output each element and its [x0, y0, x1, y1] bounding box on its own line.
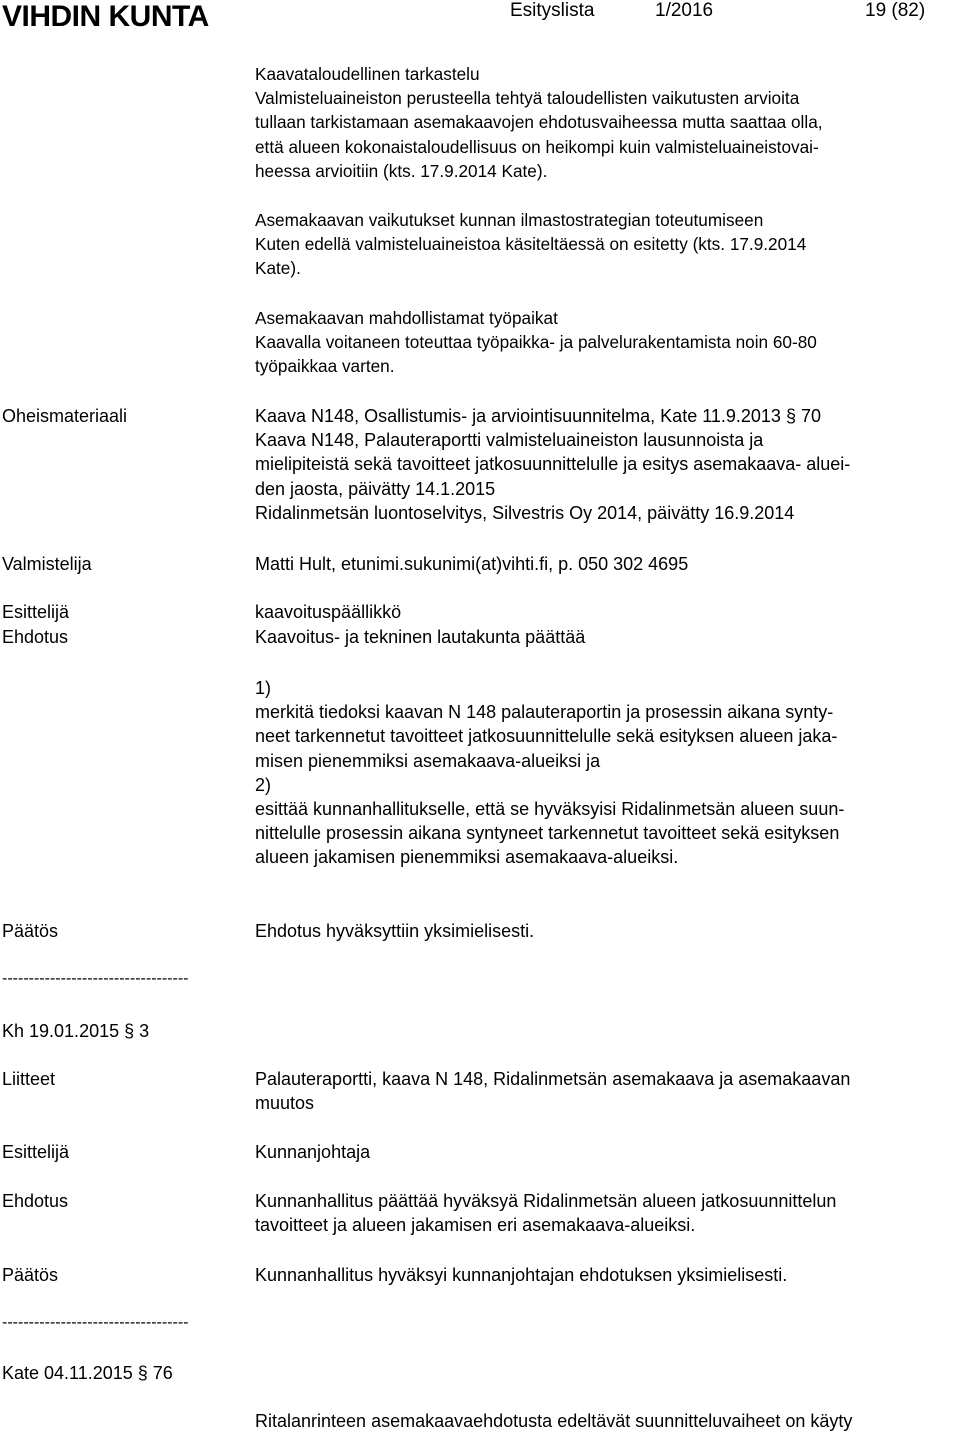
separator-line-2: -----------------------------------: [2, 1314, 189, 1331]
paragraph-line: Ritalanrinteen asemakaavaehdotusta edeltävät suunnitteluvaiheet on käyty: [255, 1411, 853, 1431]
presenter-name-2: Kunnanjohtaja: [255, 1142, 371, 1162]
attachment-line: Ridalinmetsän luontoselvitys, Silvestris Oy 2014, päivätty 16.9.2014: [255, 502, 795, 523]
presenter-value-2: [255, 1140, 960, 1164]
section-title: Kaavataloudellinen tarkastelu: [255, 64, 480, 84]
proposal-line: Kunnanhallitus päättää hyväksyä Ridalinmetsän alueen jatkosuunnittelun: [255, 1191, 837, 1211]
proposal-line: esittää kunnanhallitukselle, että se hyväksyisi Ridalinmetsän alueen suun-: [255, 799, 845, 820]
appendices-list: [255, 1067, 960, 1115]
appendix-line: Palauteraportti, kaava N 148, Ridalinmetsän asemakaava ja asemakaavan: [255, 1069, 851, 1089]
attachment-line: den jaosta, päivätty 14.1.2015: [255, 478, 496, 499]
page-header: [0, 0, 960, 34]
paragraph-line: työpaikkaa varten.: [255, 356, 395, 377]
page-number: 19 (82): [865, 0, 926, 21]
final-paragraph: [255, 1409, 960, 1433]
document-number: 1/2016: [655, 0, 714, 21]
meeting-reference-2: Kate 04.11.2015 § 76: [2, 1363, 173, 1383]
proposal-line: nittelulle prosessin aikana syntyneet tarkennetut tavoitteet sekä esityksen: [255, 823, 840, 844]
attachments-label: Oheismateriaali: [2, 406, 128, 426]
paragraph-line: että alueen kokonaistaloudellisuus on heikompi kuin valmisteluaineistovai-: [255, 136, 819, 157]
presenter-value: [255, 600, 960, 624]
proposal-line: alueen jakamisen pienemmiksi asemakaava-alueiksi.: [255, 847, 679, 868]
appendix-line: muutos: [255, 1093, 315, 1114]
paragraph-line: Kuten edellä valmisteluaineistoa käsiteltäessä on esitetty (kts. 17.9.2014: [255, 234, 807, 255]
separator-line: -----------------------------------: [2, 970, 189, 987]
attachment-line: mielipiteistä sekä tavoitteet jatkosuunnittelulle ja esitys asemakaava- aluei-: [255, 454, 851, 475]
appendices-label: Liitteet: [2, 1069, 56, 1089]
proposal-intro-text: Kaavoitus- ja tekninen lautakunta päättää: [255, 627, 586, 647]
document-type: Esityslista: [510, 0, 595, 21]
proposal-line: tavoitteet ja alueen jakamisen eri asemakaava-alueiksi.: [255, 1215, 696, 1236]
proposal-intro: [255, 625, 960, 649]
paragraph-line: Valmisteluaineiston perusteella tehtyä taloudellisten vaikutusten arvioita: [255, 88, 800, 109]
decision-label-2: Päätös: [2, 1265, 59, 1285]
section-economic: [255, 62, 960, 183]
proposal-line: 2): [255, 774, 272, 795]
proposal-line: merkitä tiedoksi kaavan N 148 palauteraportin ja prosessin aikana synty-: [255, 702, 834, 723]
proposal-line: 1): [255, 678, 272, 698]
proposal-line: misen pienemmiksi asemakaava-alueiksi ja: [255, 750, 601, 771]
section-jobs: [255, 306, 960, 379]
presenter-label: Esittelijä: [2, 602, 70, 622]
decision-text-2: Kunnanhallitus hyväksyi kunnanjohtajan ehdotuksen yksimielisesti.: [255, 1265, 788, 1285]
paragraph-line: heessa arvioitiin (kts. 17.9.2014 Kate).: [255, 160, 548, 181]
preparer-value: [255, 552, 960, 576]
section-title: Asemakaavan mahdollistamat työpaikat: [255, 308, 558, 328]
proposal-label: Ehdotus: [2, 627, 69, 647]
paragraph-line: Kate).: [255, 258, 301, 279]
proposal-body: [255, 676, 960, 870]
organization-name: VIHDIN KUNTA: [2, 0, 209, 33]
preparer-label: Valmistelija: [2, 554, 92, 574]
section-title: Asemakaavan vaikutukset kunnan ilmastostrategian toteutumiseen: [255, 210, 764, 230]
decision-value-2: [255, 1263, 960, 1287]
paragraph-line: tullaan tarkistamaan asemakaavojen ehdotusvaiheessa mutta saattaa olla,: [255, 112, 823, 133]
preparer-contact: Matti Hult, etunimi.sukunimi(at)vihti.fi, p. 050 302 4695: [255, 554, 689, 574]
decision-text: Ehdotus hyväksyttiin yksimielisesti.: [255, 921, 535, 941]
paragraph-line: Kaavalla voitaneen toteuttaa työpaikka- ja palvelurakentamista noin 60-80: [255, 332, 817, 353]
proposal-body-2: [255, 1189, 960, 1237]
presenter-name: kaavoituspäällikkö: [255, 602, 402, 622]
attachments-list: [255, 404, 960, 525]
proposal-label-2: Ehdotus: [2, 1191, 69, 1211]
decision-label: Päätös: [2, 921, 59, 941]
section-climate: [255, 208, 960, 281]
meeting-reference: Kh 19.01.2015 § 3: [2, 1021, 150, 1041]
decision-value: [255, 919, 960, 943]
attachment-line: Kaava N148, Palauteraportti valmisteluaineiston lausunnoista ja: [255, 430, 764, 451]
attachment-line: Kaava N148, Osallistumis- ja arviointisuunnitelma, Kate 11.9.2013 § 70: [255, 406, 821, 426]
presenter-label-2: Esittelijä: [2, 1142, 70, 1162]
proposal-line: neet tarkennetut tavoitteet jatkosuunnittelulle sekä esityksen alueen jaka-: [255, 726, 838, 747]
